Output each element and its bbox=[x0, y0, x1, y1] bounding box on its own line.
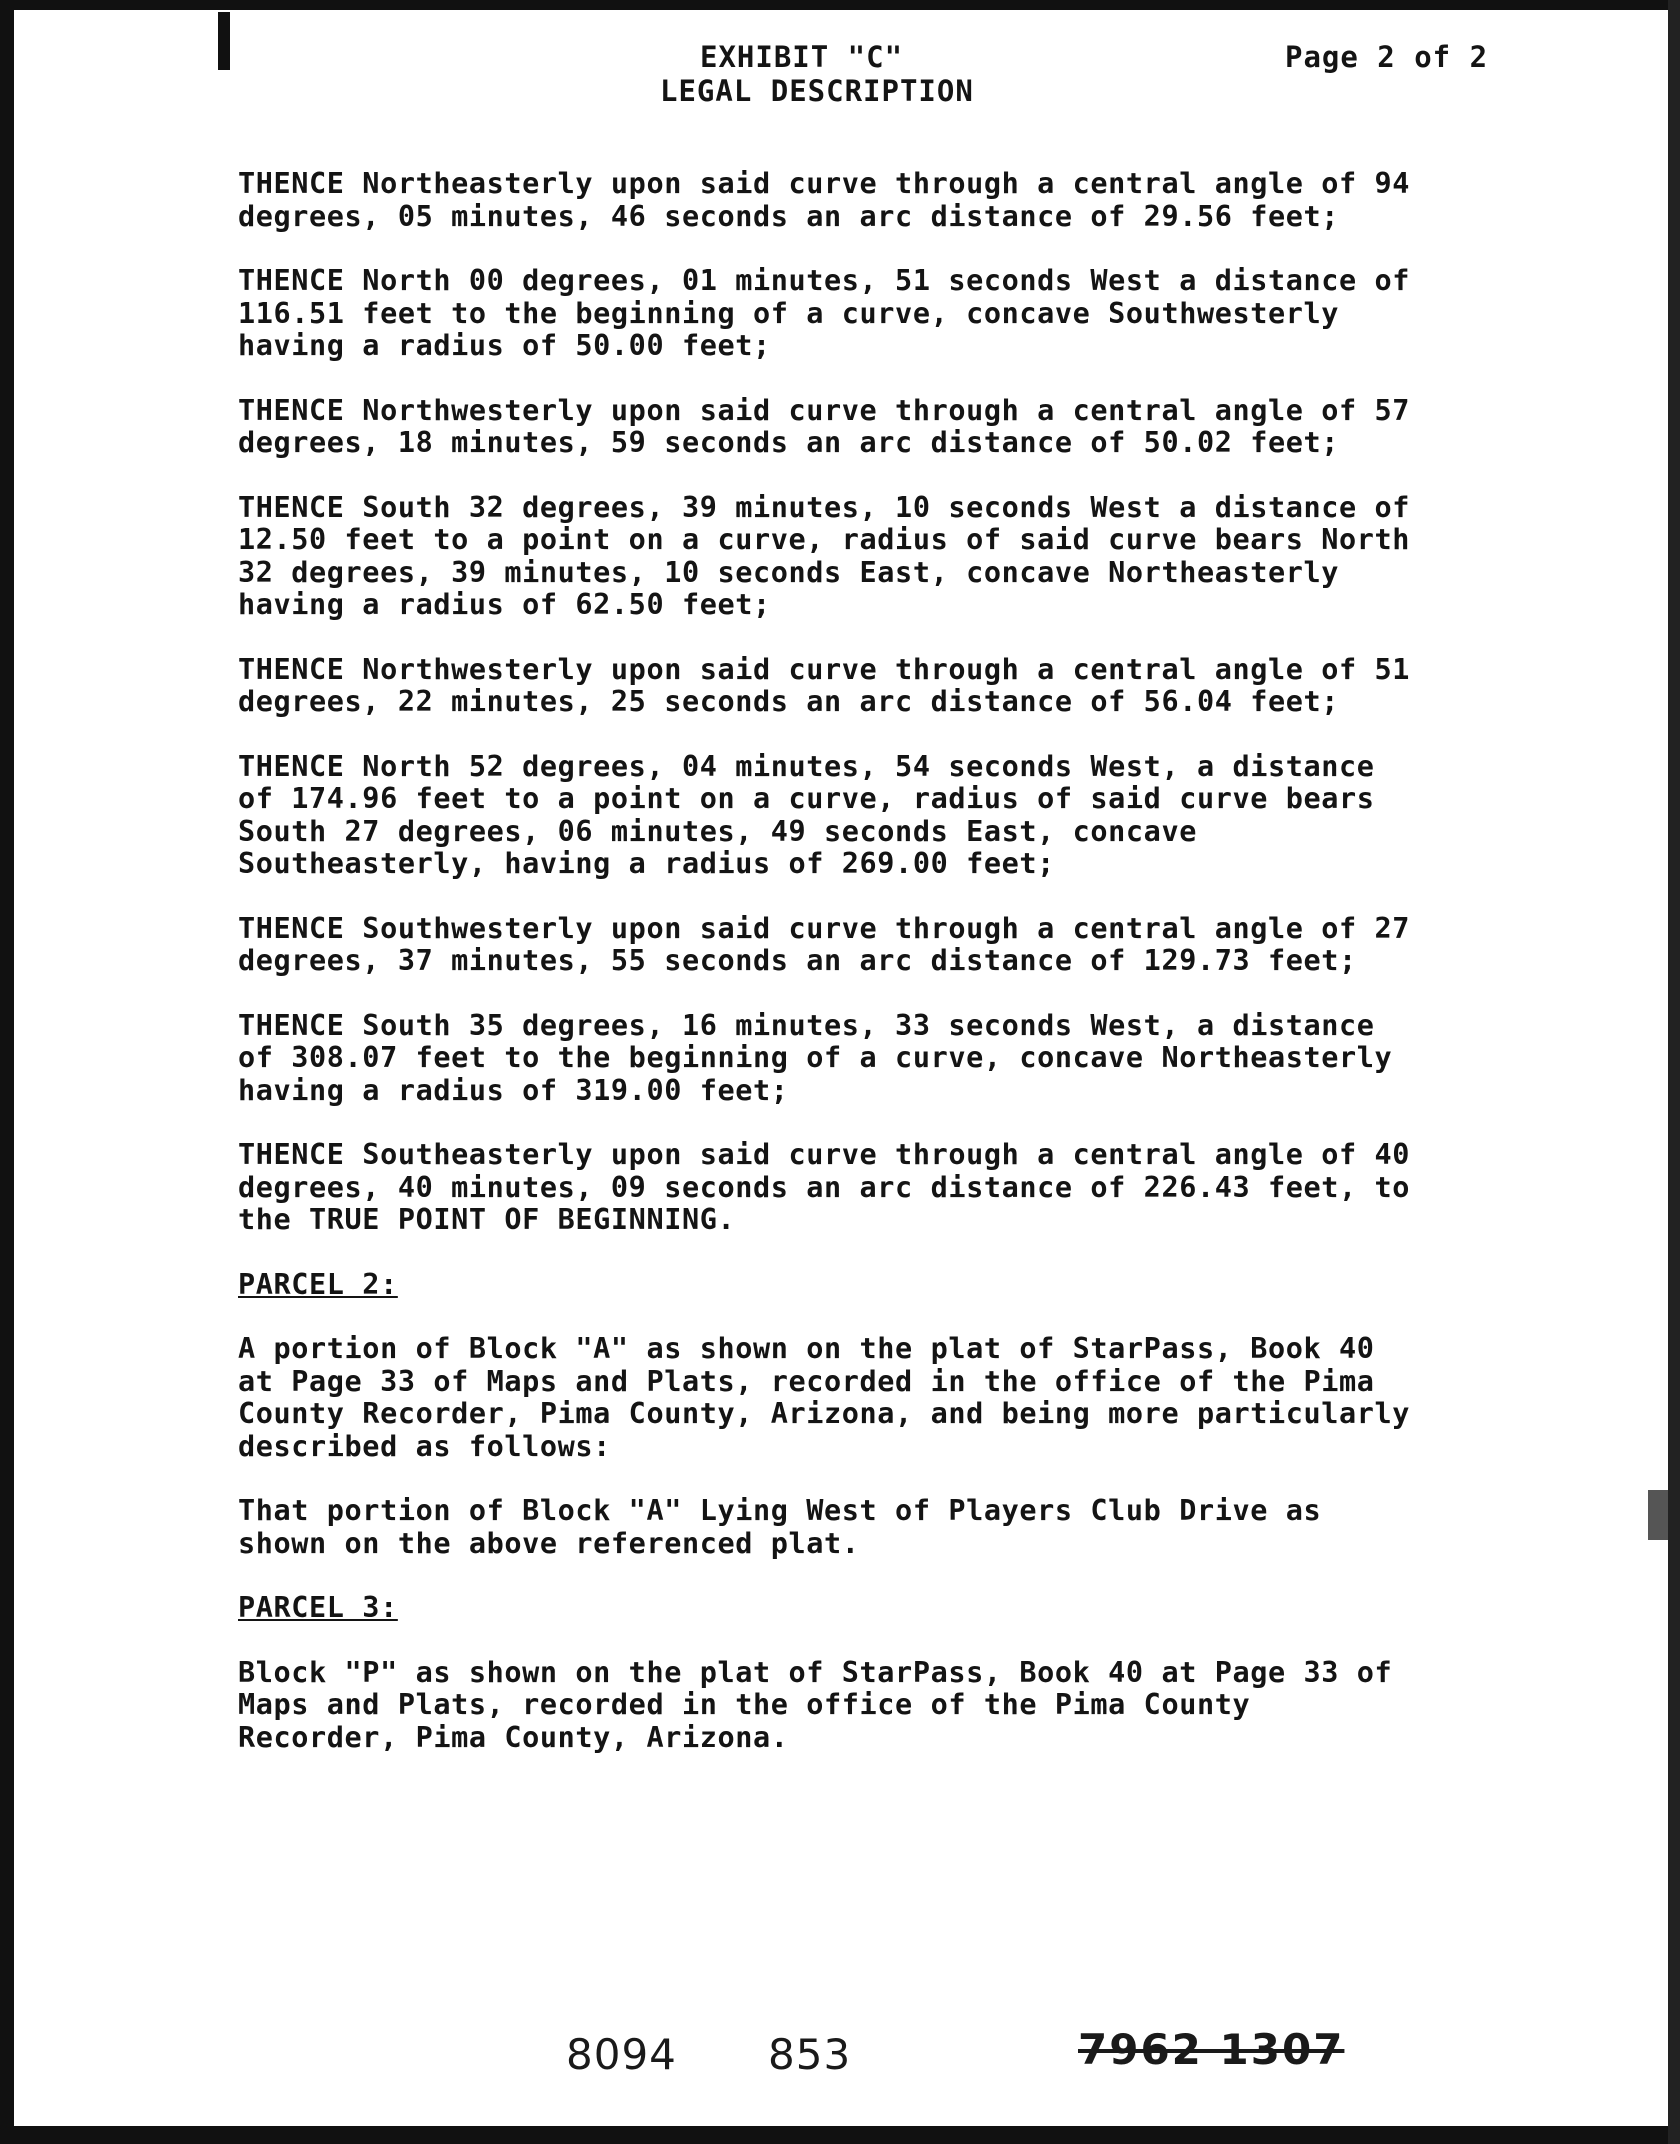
parcel-2-heading: PARCEL 2: bbox=[238, 1267, 398, 1301]
scan-mark bbox=[218, 12, 230, 70]
paragraph: THENCE Southeasterly upon said curve through a central angle of 40 degrees, 40 minutes, 09 seconds an arc distance of 226.43 feet, to the TRUE POINT OF BEGINNING. bbox=[238, 1138, 1411, 1236]
paragraph: THENCE Northeasterly upon said curve through a central angle of 94 degrees, 05 minutes, 46 seconds an arc distance of 29.56 feet; bbox=[238, 167, 1411, 233]
struck-recording-number: 7962 1307 bbox=[1078, 2025, 1345, 2074]
scan-border-left bbox=[0, 0, 14, 2144]
scan-border-bottom bbox=[0, 2126, 1680, 2144]
exhibit-title-line1: EXHIBIT "C" bbox=[700, 40, 904, 74]
document-body bbox=[238, 168, 1538, 1754]
paragraph: THENCE South 32 degrees, 39 minutes, 10 seconds West a distance of 12.50 feet to a point on a curve, radius of said curve bears North 32 degrees, 39 minutes, 10 seconds East, concave Northeasterly having a radius of 62.50 feet; bbox=[238, 490, 1411, 621]
paragraph: THENCE South 35 degrees, 16 minutes, 33 seconds West, a distance of 308.07 feet to the beginning of a curve, concave Northeasterly having a radius of 319.00 feet; bbox=[238, 1008, 1393, 1107]
exhibit-title bbox=[660, 40, 1060, 108]
parcel-2-text: A portion of Block "A" as shown on the plat of StarPass, Book 40 at Page 33 of Maps and Plats, recorded in the office of the Pima County Recorder, Pima County, Arizona, and being more particularly described as follows: bbox=[238, 1332, 1411, 1463]
parcel-3-text: Block "P" as shown on the plat of StarPass, Book 40 at Page 33 of Maps and Plats, recorded in the office of the Pima County Recorder, Pima County, Arizona. bbox=[238, 1655, 1393, 1754]
page-number: Page 2 of 2 bbox=[1285, 40, 1489, 74]
recording-book-number: 8094 bbox=[566, 2030, 677, 2079]
paragraph: THENCE Southwesterly upon said curve through a central angle of 27 degrees, 37 minutes, 55 seconds an arc distance of 129.73 feet; bbox=[238, 911, 1411, 977]
scan-border-right bbox=[1668, 0, 1680, 2144]
exhibit-title-line2: LEGAL DESCRIPTION bbox=[660, 74, 974, 108]
parcel-2-text: That portion of Block "A" Lying West of Players Club Drive as shown on the above referenced plat. bbox=[238, 1494, 1322, 1560]
paragraph: THENCE North 52 degrees, 04 minutes, 54 seconds West, a distance of 174.96 feet to a point on a curve, radius of said curve bears South 27 degrees, 06 minutes, 49 seconds East, concave Southeasterly, having a radius of 269.00 feet; bbox=[238, 749, 1375, 880]
paragraph: THENCE North 00 degrees, 01 minutes, 51 seconds West a distance of 116.51 feet to the beginning of a curve, concave Southwesterly having a radius of 50.00 feet; bbox=[238, 264, 1411, 362]
scan-border-top bbox=[0, 0, 1680, 10]
recording-page-number: 853 bbox=[768, 2030, 852, 2079]
scan-mark bbox=[1648, 1490, 1668, 1540]
paragraph: THENCE Northwesterly upon said curve through a central angle of 51 degrees, 22 minutes, 25 seconds an arc distance of 56.04 feet; bbox=[238, 652, 1411, 718]
paragraph: THENCE Northwesterly upon said curve through a central angle of 57 degrees, 18 minutes, 59 seconds an arc distance of 50.02 feet; bbox=[238, 393, 1411, 459]
parcel-3-heading: PARCEL 3: bbox=[238, 1591, 398, 1624]
